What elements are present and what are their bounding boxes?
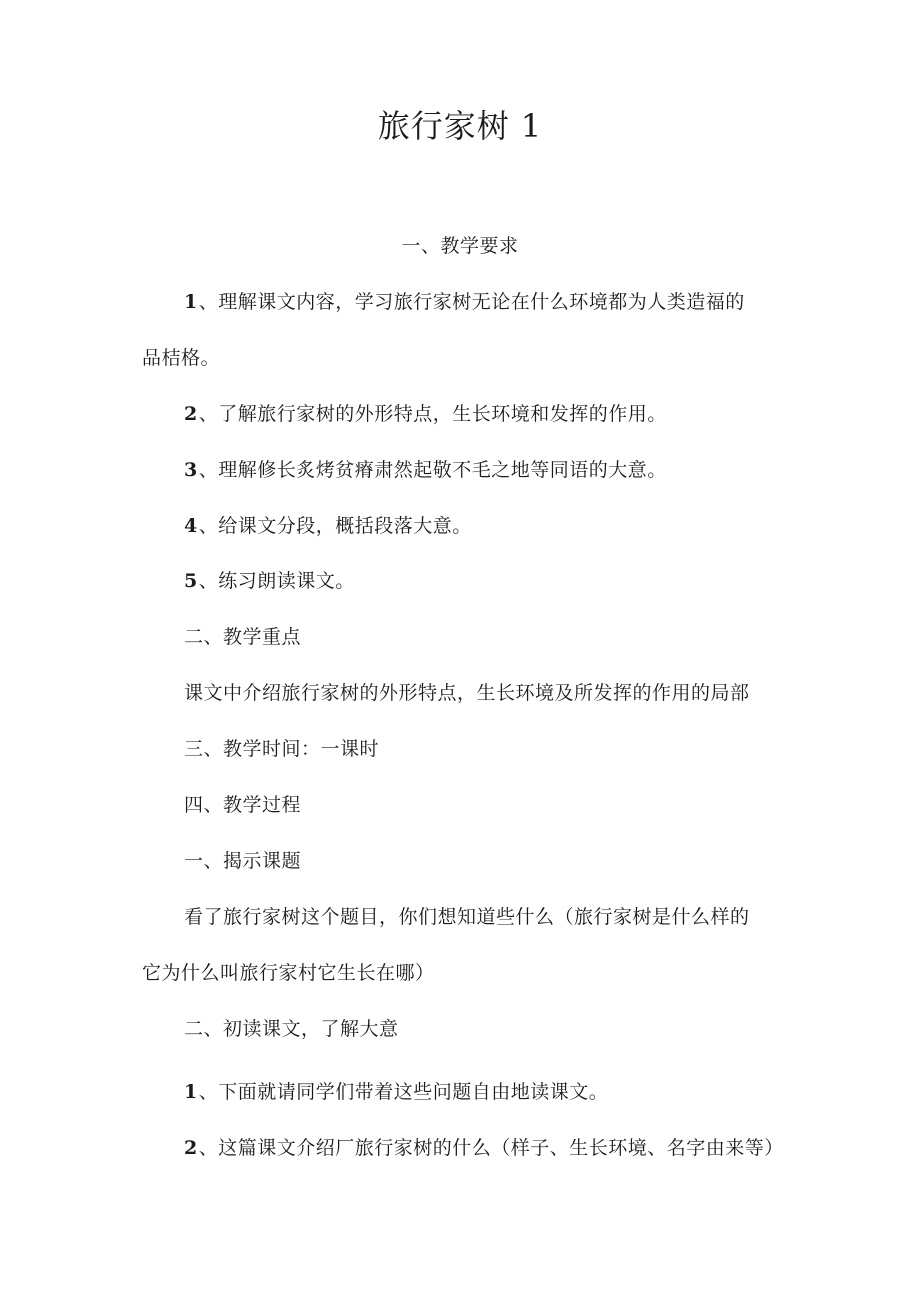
requirement-2-number: 2 <box>184 403 198 425</box>
requirement-5 <box>184 567 355 595</box>
step1-heading: 一、揭示课题 <box>184 850 302 872</box>
requirement-3-text: 、理解修长炙烤贫瘠肃然起敬不毛之地等同语的大意。 <box>198 459 667 481</box>
step2-item-2-number: 2 <box>184 1137 198 1159</box>
requirement-1-line-1 <box>184 288 745 316</box>
requirement-1-text: 、理解课文内容，学习旅行家树无论在什么环境都为人类造福的 <box>198 291 745 313</box>
requirement-1-number: 1 <box>184 291 198 313</box>
step2-item-1-number: 1 <box>184 1081 198 1103</box>
step2-item-1-text: 、下面就请同学们带着这些问题自由地读课文。 <box>198 1081 609 1103</box>
step2-item-2 <box>184 1134 784 1162</box>
requirement-3 <box>184 456 667 484</box>
step2-item-2-text: 、这篇课文介绍厂旅行家树的什么（样子、生长环境、名字由来等） <box>198 1137 784 1159</box>
requirement-5-text: 、练习朗读课文。 <box>198 570 355 592</box>
step2-heading: 二、初读课文，了解大意 <box>184 1018 399 1040</box>
step1-text-line-1: 看了旅行家树这个题目，你们想知道些什么（旅行家树是什么样的 <box>184 906 750 928</box>
step2-item-1 <box>184 1078 608 1106</box>
requirement-4-number: 4 <box>184 515 198 537</box>
requirement-4-text: 、给课文分段，概括段落大意。 <box>198 515 472 537</box>
requirement-4 <box>184 512 472 540</box>
requirement-2 <box>184 400 667 428</box>
section1-heading: 一、教学要求 <box>401 235 519 257</box>
requirement-5-number: 5 <box>184 570 198 592</box>
section3-heading: 三、教学时间：一课时 <box>184 738 380 760</box>
step1-text-line-2: 它为什么叫旅行家村它生长在哪） <box>142 962 435 984</box>
section4-heading: 四、教学过程 <box>184 794 302 816</box>
requirement-2-text: 、了解旅行家树的外形特点，生长环境和发挥的作用。 <box>198 403 667 425</box>
requirement-3-number: 3 <box>184 459 198 481</box>
section2-text: 课文中介绍旅行家树的外形特点，生长环境及所发挥的作用的局部 <box>184 682 750 704</box>
section2-heading: 二、教学重点 <box>184 626 302 648</box>
requirement-1-line-2: 品桔格。 <box>142 347 221 369</box>
document-title: 旅行家树 1 <box>377 107 543 145</box>
